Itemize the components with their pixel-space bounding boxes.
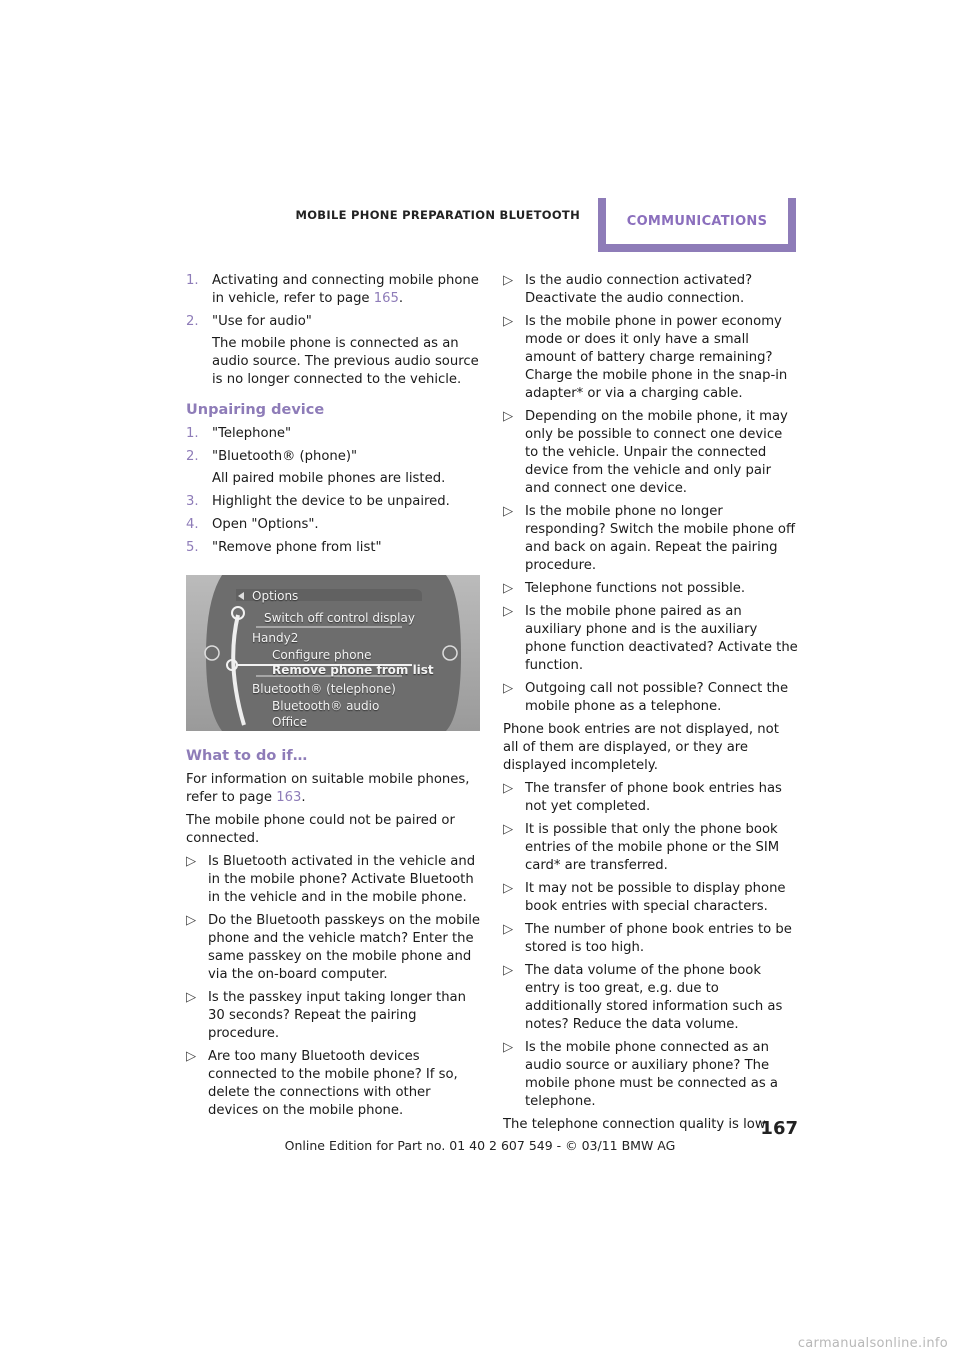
bullet-arrow-icon: ▷ — [503, 922, 514, 937]
page-link[interactable]: 163 — [276, 790, 302, 805]
list-item — [186, 493, 480, 511]
right-column — [503, 272, 798, 1139]
menu-item-remove: Remove phone from list — [272, 663, 434, 677]
step-number: 3. — [186, 494, 199, 509]
paragraph: The mobile phone could not be paired or connected. — [186, 813, 455, 846]
list-item — [186, 272, 480, 308]
list-item — [186, 539, 480, 557]
list-item — [186, 425, 480, 443]
step-text-end: . — [398, 291, 404, 306]
list-item — [503, 680, 798, 716]
bullet-text: Is the mobile phone connected as an audio source or auxiliary phone? The mobile phone must be connected as a telephone. — [525, 1040, 778, 1109]
bullet-arrow-icon: ▷ — [186, 1049, 197, 1064]
list-item — [503, 921, 798, 957]
step-text: "Remove phone from list" — [212, 540, 382, 555]
list-item — [503, 1039, 798, 1111]
bullet-text: Is the mobile phone paired as an auxiliary phone and is the auxiliary phone function deactivated? Activate the function. — [525, 604, 798, 673]
bullet-arrow-icon: ▷ — [503, 781, 514, 796]
bullet-text: Is the passkey input taking longer than 30 seconds? Repeat the pairing procedure. — [208, 990, 466, 1041]
paragraph: Phone book entries are not displayed, not all of them are displayed, or they are displayed incompletely. — [503, 722, 779, 773]
step-number: 2. — [186, 314, 199, 329]
bullet-text: The data volume of the phone book entry is too great, e.g. due to additionally stored information such as notes? Reduce the data volume. — [525, 963, 783, 1032]
bullet-arrow-icon: ▷ — [503, 604, 514, 619]
bullet-arrow-icon: ▷ — [503, 822, 514, 837]
step-text: "Bluetooth® (phone)" — [212, 449, 358, 464]
step-text: Activating and connecting mobile phone in vehicle, refer to page — [212, 273, 479, 306]
left-column — [186, 272, 480, 1125]
bullet-text: Is the mobile phone no longer responding? Switch the mobile phone off and back on again. Repeat the pairing procedure. — [525, 504, 796, 573]
step-number: 4. — [186, 517, 199, 532]
step-number: 2. — [186, 449, 199, 464]
bullet-arrow-icon: ▷ — [503, 881, 514, 896]
step-text: "Telephone" — [212, 426, 292, 441]
bullet-text: The transfer of phone book entries has not yet completed. — [525, 781, 782, 814]
step-text: "Use for audio" — [212, 314, 312, 329]
bullet-text: Outgoing call not possible? Connect the mobile phone as a telephone. — [525, 681, 789, 714]
paragraph: The telephone connection quality is low. — [503, 1117, 769, 1132]
paragraph: For information on suitable mobile phones, refer to page 163. — [186, 772, 470, 805]
menu-item-handy2: Handy2 — [252, 631, 299, 645]
bullet-text: Do the Bluetooth passkeys on the mobile phone and the vehicle match? Enter the same passkey on the mobile phone and via the on-board computer. — [208, 913, 480, 982]
step-text: Open "Options". — [212, 517, 319, 532]
bullet-arrow-icon: ▷ — [503, 504, 514, 519]
list-item — [503, 962, 798, 1034]
section-heading-unpairing: Unpairing device — [186, 402, 325, 418]
list-item — [186, 912, 480, 984]
step-text: Highlight the device to be unpaired. — [212, 494, 450, 509]
menu-item-switch-off: Switch off control display — [264, 611, 415, 625]
page-link[interactable]: 165 — [373, 291, 399, 306]
list-item — [503, 503, 798, 575]
bullet-arrow-icon: ▷ — [186, 854, 197, 869]
list-item — [503, 408, 798, 498]
bullet-arrow-icon: ▷ — [186, 990, 197, 1005]
page-number: 167 — [760, 1118, 798, 1139]
bullet-text: Is the audio connection activated? Deactivate the audio connection. — [525, 273, 753, 306]
list-item — [503, 880, 798, 916]
bullet-text: Is the mobile phone in power economy mode or does it only have a small amount of battery charge remaining? Charge the mobile phone in the snap-in adapter* or via a charging cable. — [525, 314, 788, 401]
list-item — [186, 516, 480, 534]
control-display-screenshot — [186, 575, 480, 731]
list-item — [186, 313, 480, 331]
step-number: 5. — [186, 540, 199, 555]
list-item — [186, 448, 480, 466]
step-note: The mobile phone is connected as an audio source. The previous audio source is no longer connected to the vehicle. — [212, 336, 479, 387]
bullet-arrow-icon: ▷ — [503, 409, 514, 424]
bullet-arrow-icon: ▷ — [503, 963, 514, 978]
menu-title-options: Options — [252, 589, 299, 603]
chapter-title: COMMUNICATIONS — [626, 213, 768, 229]
paragraph-text: For information on suitable mobile phones, refer to page — [186, 772, 470, 805]
step-number: 1. — [186, 273, 199, 288]
menu-item-bt-telephone: Bluetooth® (telephone) — [252, 682, 396, 696]
step-note: All paired mobile phones are listed. — [212, 471, 446, 486]
list-item — [186, 853, 480, 907]
bullet-text: Telephone functions not possible. — [525, 581, 746, 596]
list-item — [186, 1048, 480, 1120]
menu-item-bt-audio: Bluetooth® audio — [272, 699, 380, 713]
bullet-text: It may not be possible to display phone book entries with special characters. — [525, 881, 786, 914]
bullet-text: Depending on the mobile phone, it may only be possible to connect one device to the vehicle. Unpair the connected device from the vehicle and only pair and connect one device. — [525, 409, 788, 496]
bullet-text: Are too many Bluetooth devices connected to the mobile phone? If so, delete the connections with other devices on the mobile phone. — [208, 1049, 458, 1118]
step-number: 1. — [186, 426, 199, 441]
section-heading-whatif: What to do if… — [186, 748, 308, 764]
list-item — [503, 603, 798, 675]
list-item — [503, 580, 798, 598]
list-item — [503, 780, 798, 816]
list-item — [503, 272, 798, 308]
bullet-arrow-icon: ▷ — [186, 913, 197, 928]
bullet-text: It is possible that only the phone book entries of the mobile phone or the SIM card* are transferred. — [525, 822, 780, 873]
running-header-section: MOBILE PHONE PREPARATION BLUETOOTH — [295, 208, 580, 222]
bullet-arrow-icon: ▷ — [503, 273, 514, 288]
bullet-arrow-icon: ▷ — [503, 581, 514, 596]
menu-item-configure: Configure phone — [272, 648, 372, 662]
bullet-arrow-icon: ▷ — [503, 314, 514, 329]
chapter-tab — [598, 198, 796, 252]
footer-edition: Online Edition for Part no. 01 40 2 607 549 - © 03/11 BMW AG — [284, 1138, 676, 1153]
list-item — [503, 313, 798, 403]
watermark: carmanualsonline.info — [797, 1336, 948, 1351]
bullet-text: The number of phone book entries to be stored is too high. — [525, 922, 792, 955]
bullet-text: Is Bluetooth activated in the vehicle and in the mobile phone? Activate Bluetooth in the vehicle and in the mobile phone. — [208, 854, 476, 905]
list-item — [503, 821, 798, 875]
bullet-arrow-icon: ▷ — [503, 1040, 514, 1055]
list-item — [186, 989, 480, 1043]
bullet-arrow-icon: ▷ — [503, 681, 514, 696]
menu-item-office: Office — [272, 715, 308, 729]
